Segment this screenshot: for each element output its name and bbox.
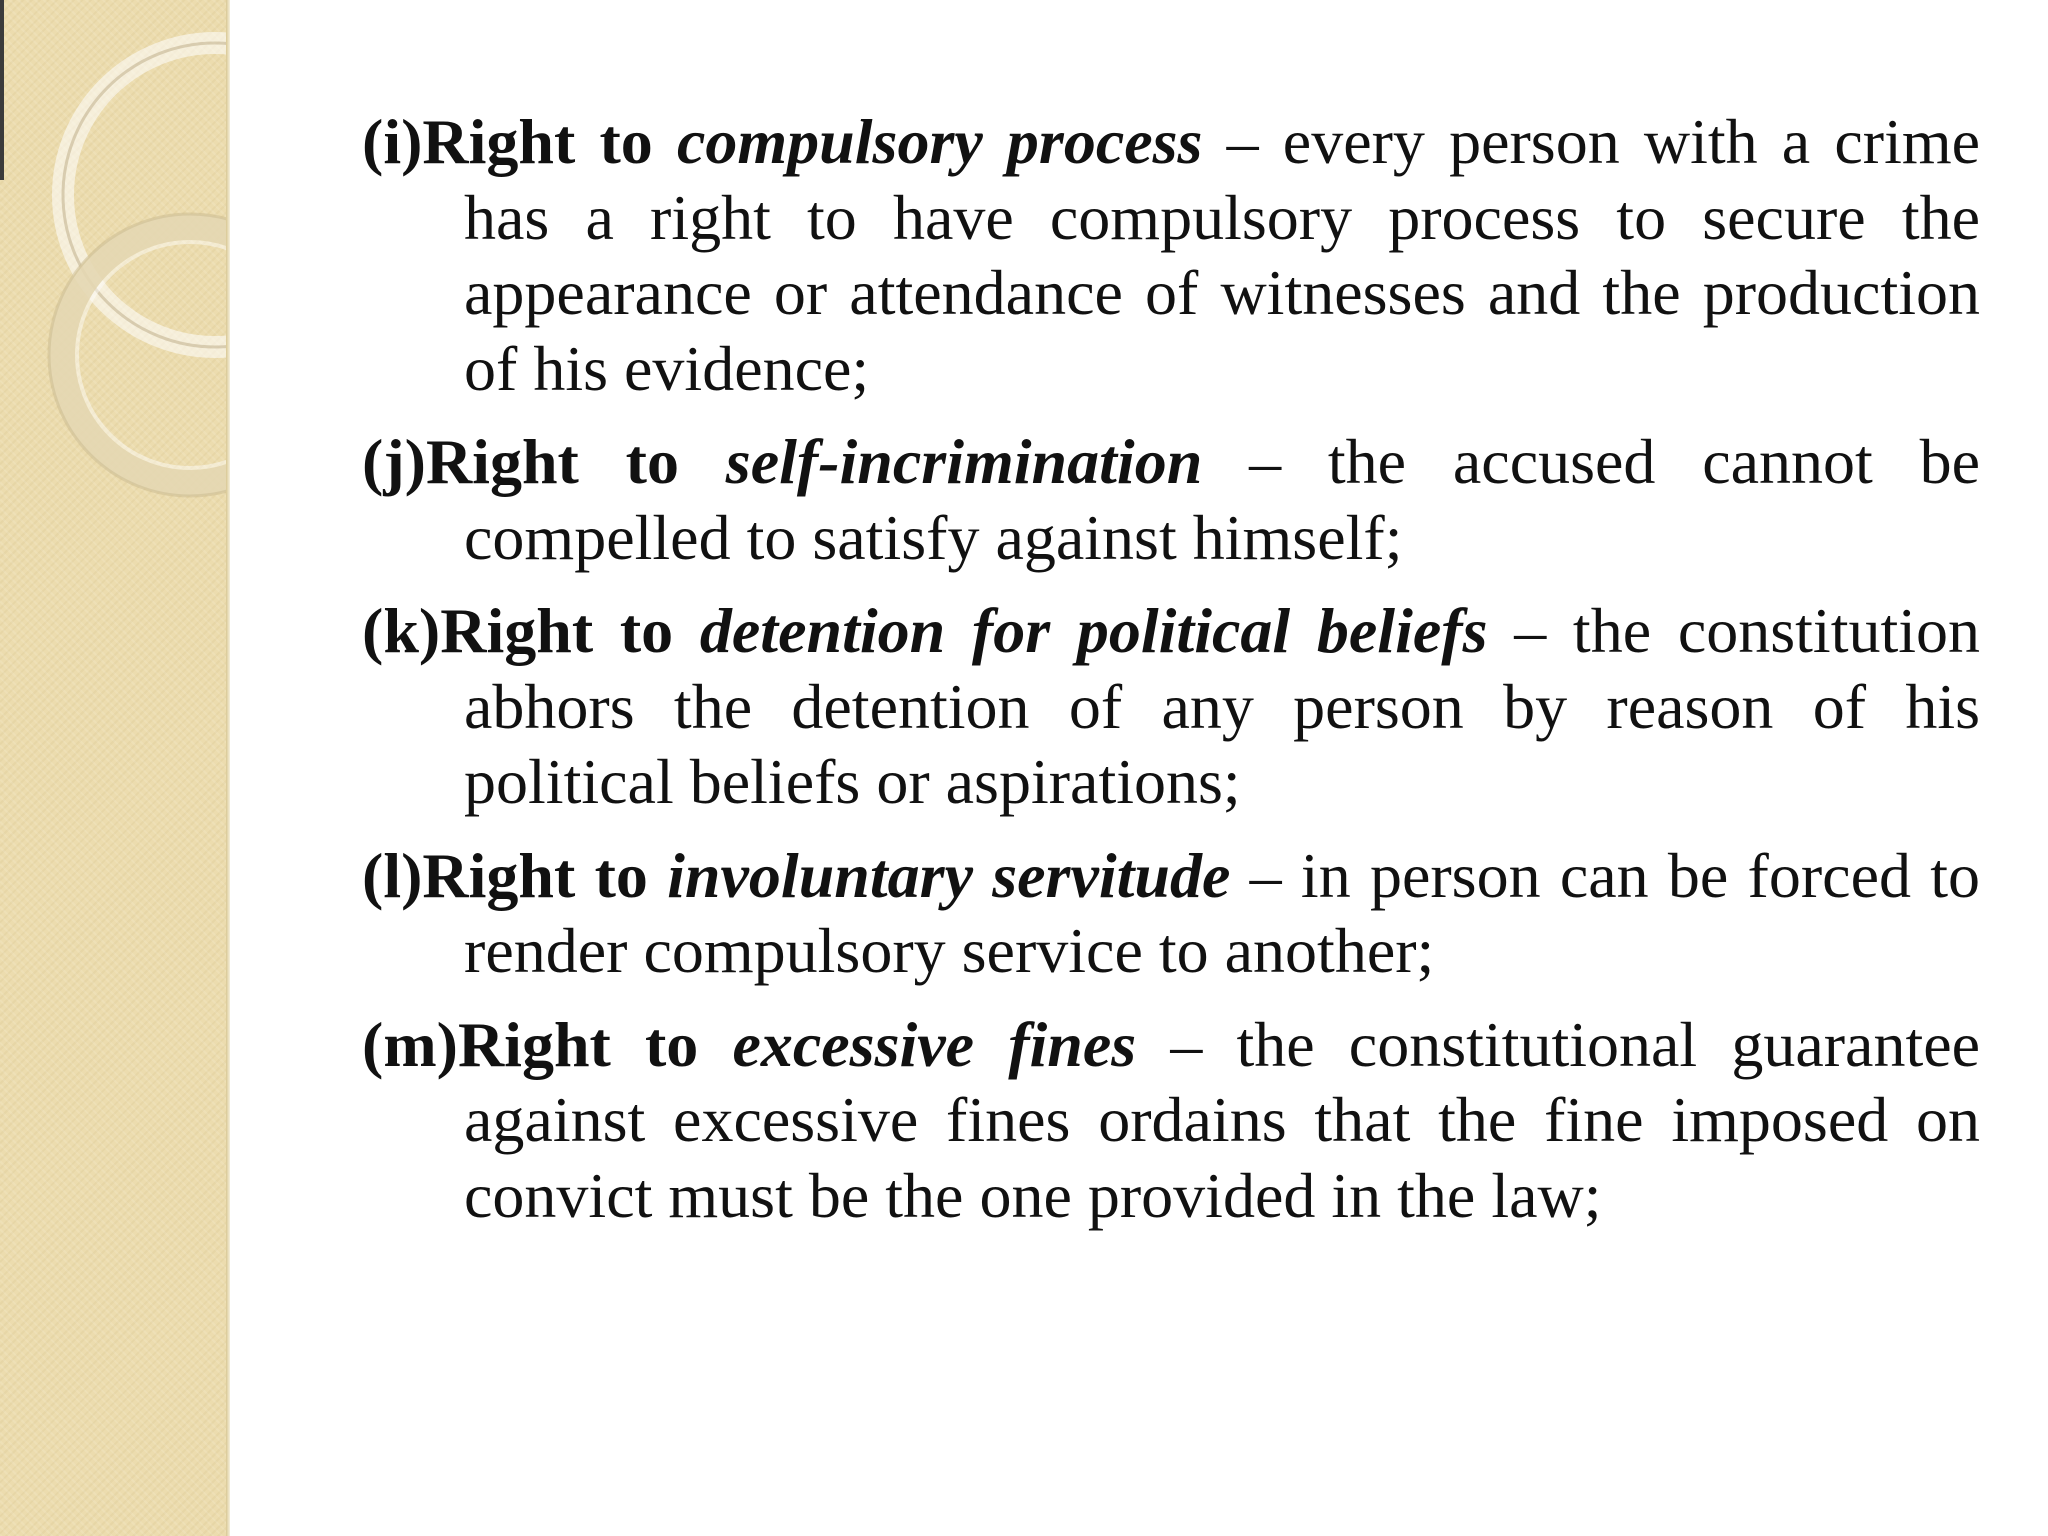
item-lead: (j)Right to <box>362 426 679 497</box>
slide-body <box>362 104 1980 1251</box>
item-description: – in person can be forced to render compulsory service to another; <box>464 839 1980 986</box>
corner-mark <box>0 0 4 180</box>
item-lead: (k)Right to <box>362 595 674 666</box>
list-item-right-self-incrimination <box>362 424 1980 575</box>
item-lead: (l)Right to <box>362 839 648 911</box>
list-item-right-involuntary-servitude <box>362 838 1980 989</box>
item-term: compulsory process <box>676 106 1203 177</box>
item-lead: (m)Right to <box>362 1008 699 1080</box>
item-description: – every person with a crime has a right to have compulsory process to secure the appearance or attendance of witnesses and the production of his evidence; <box>464 106 1981 404</box>
item-term: self-incrimination <box>725 426 1203 497</box>
item-description: – the constitutional guarantee against excessive fines ordains that the fine imposed on convict must be the one provided in the law; <box>464 1008 1981 1231</box>
item-description: – the accused cannot be compelled to satisfy against himself; <box>464 426 1981 573</box>
item-lead: (i)Right to <box>362 106 653 177</box>
list-item-right-compulsory-process <box>362 104 1980 406</box>
item-description: – the constitution abhors the detention of any person by reason of his political beliefs or aspirations; <box>464 595 1981 817</box>
decorative-rings-graphic <box>0 0 228 1536</box>
sidebar-edge-divider <box>226 0 230 1536</box>
list-item-right-excessive-fines <box>362 1007 1980 1234</box>
item-term: excessive fines <box>732 1008 1137 1080</box>
item-term: detention for political beliefs <box>699 595 1488 666</box>
list-item-right-detention-political-beliefs <box>362 593 1980 820</box>
decorative-sidebar <box>0 0 228 1536</box>
item-term: involuntary servitude <box>667 839 1231 911</box>
